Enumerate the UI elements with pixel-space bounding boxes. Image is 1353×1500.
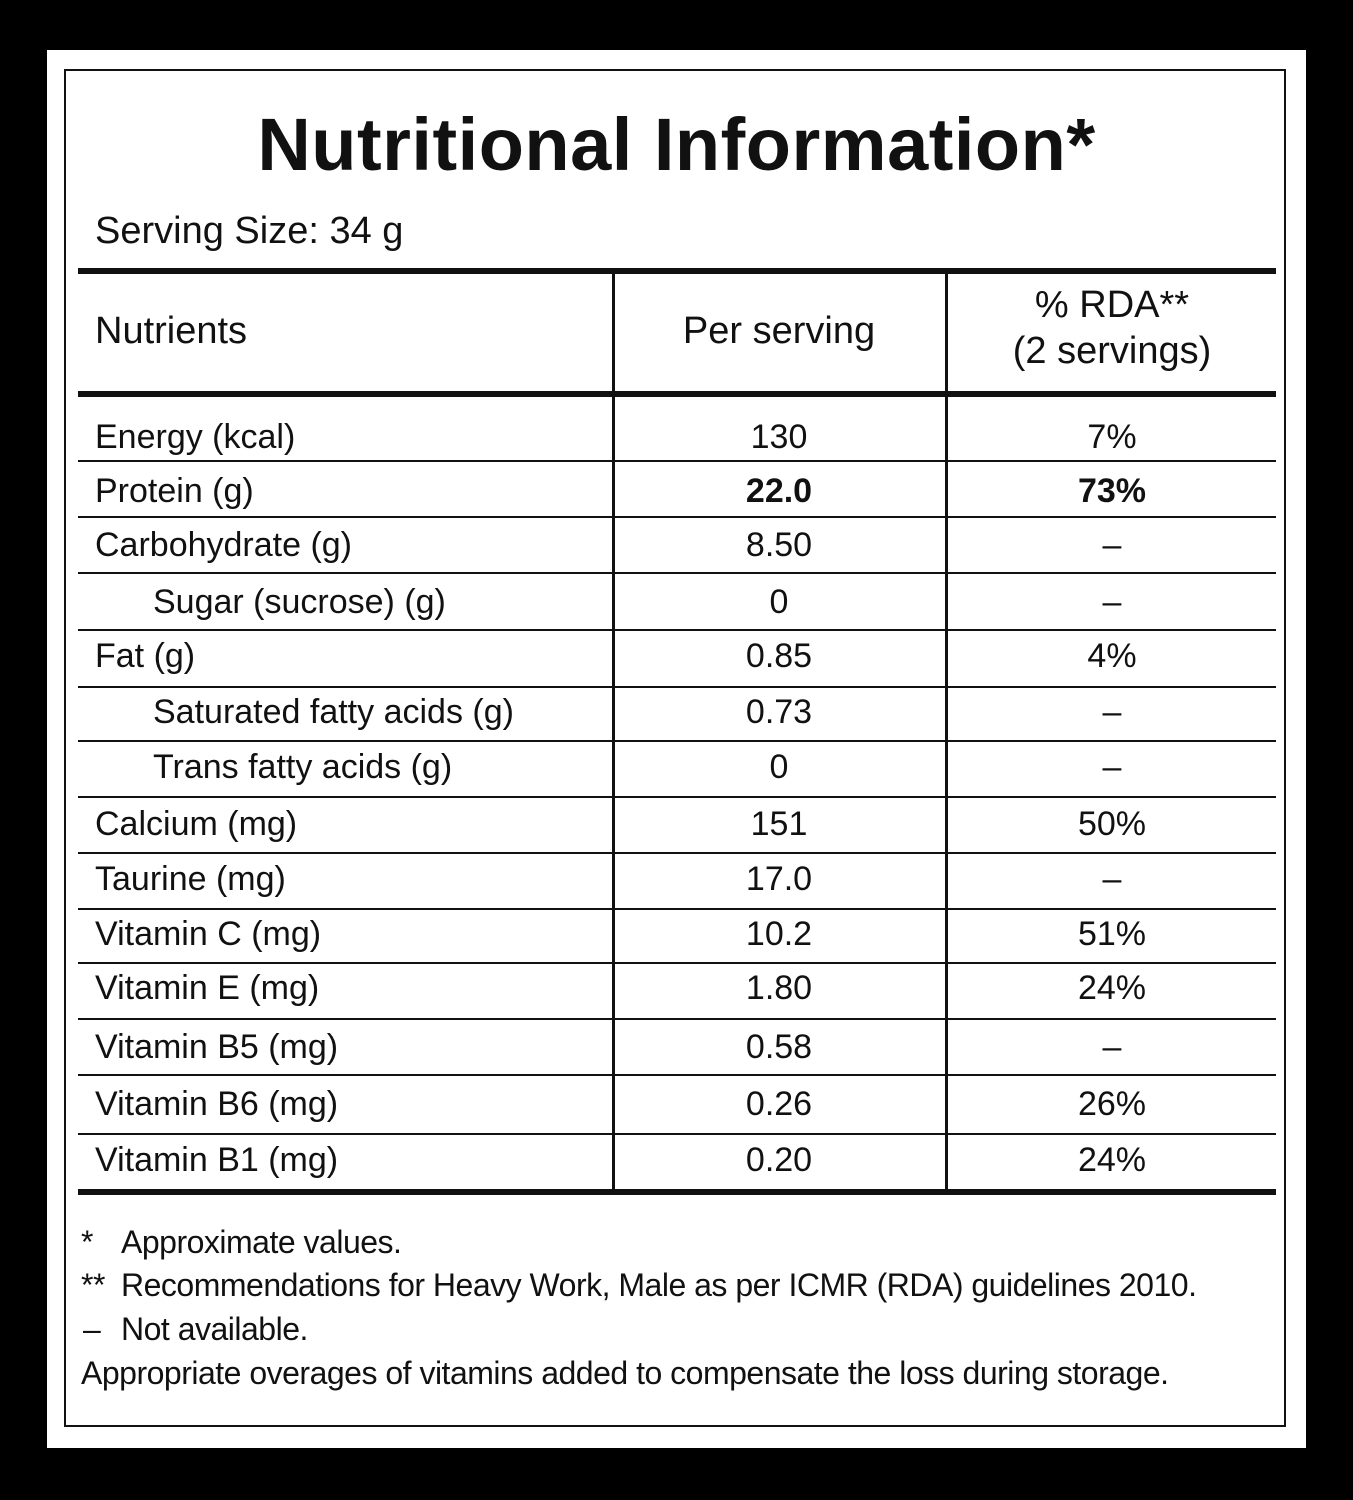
per-serving-value: 0.73 <box>745 693 813 731</box>
row-separator <box>78 1074 1276 1076</box>
footnote-mark: – <box>83 1311 101 1347</box>
nutrient-name: Vitamin B5 (mg) <box>95 1028 339 1066</box>
nutrient-name: Taurine (mg) <box>95 860 286 898</box>
row-separator <box>78 1018 1276 1020</box>
rda-value: 4% <box>1087 637 1137 675</box>
nutrient-name: Energy (kcal) <box>95 418 296 456</box>
footnote-recommendations: Recommendations for Heavy Work, Male as per ICMR (RDA) guidelines 2010. <box>121 1267 1197 1303</box>
per-serving-value: 0.20 <box>745 1141 813 1179</box>
row-separator <box>78 629 1276 631</box>
per-serving-value: 151 <box>750 805 808 843</box>
row-separator <box>78 962 1276 964</box>
rda-value: 24% <box>1077 969 1147 1007</box>
row-separator <box>78 460 1276 462</box>
row-separator <box>78 686 1276 688</box>
per-serving-value: 0 <box>769 583 789 621</box>
nutrient-name: Vitamin B6 (mg) <box>95 1085 339 1123</box>
header-bottom-rule <box>78 391 1276 397</box>
label-title: Nutritional Information* <box>257 103 1096 186</box>
nutrient-name: Vitamin C (mg) <box>95 915 322 953</box>
rda-value: 24% <box>1077 1141 1147 1179</box>
rda-value: 7% <box>1087 418 1137 456</box>
header-top-rule <box>78 268 1276 274</box>
per-serving-value: 1.80 <box>745 969 813 1007</box>
per-serving-value: 17.0 <box>745 860 813 898</box>
per-serving-value: 0.26 <box>745 1085 813 1123</box>
rda-value: 26% <box>1077 1085 1147 1123</box>
per-serving-value: 0.85 <box>745 637 813 675</box>
row-separator <box>78 572 1276 574</box>
rda-value: 50% <box>1077 805 1147 843</box>
nutrient-name: Carbohydrate (g) <box>95 526 353 564</box>
header-rda-line1: % RDA** <box>1034 284 1190 326</box>
per-serving-value: 10.2 <box>745 915 813 953</box>
nutrition-label <box>47 50 1306 1448</box>
rda-value: 73% <box>1077 472 1147 510</box>
row-separator <box>78 740 1276 742</box>
rda-value: – <box>1102 860 1122 898</box>
row-separator <box>78 852 1276 854</box>
serving-size: Serving Size: 34 g <box>95 210 404 252</box>
nutrient-name: Saturated fatty acids (g) <box>153 693 514 731</box>
header-rda-line2: (2 servings) <box>1012 329 1212 372</box>
footnote-mark: ** <box>81 1267 105 1303</box>
table-bottom-rule <box>78 1189 1276 1195</box>
rda-value: – <box>1102 583 1122 621</box>
per-serving-value: 8.50 <box>745 526 813 564</box>
row-separator <box>78 796 1276 798</box>
header-rda <box>947 283 1277 374</box>
per-serving-value: 0 <box>769 748 789 786</box>
rda-value: – <box>1102 526 1122 564</box>
per-serving-value: 22.0 <box>745 472 813 510</box>
footnote-approximate: Approximate values. <box>121 1224 402 1260</box>
nutrient-name: Fat (g) <box>95 637 196 675</box>
rda-value: – <box>1102 748 1122 786</box>
row-separator <box>78 908 1276 910</box>
footnote-not-available: Not available. <box>121 1311 308 1347</box>
nutrient-name: Vitamin B1 (mg) <box>95 1141 339 1179</box>
nutrient-name: Calcium (mg) <box>95 805 298 843</box>
per-serving-value: 130 <box>750 418 808 456</box>
row-separator <box>78 1133 1276 1135</box>
nutrient-name: Vitamin E (mg) <box>95 969 320 1007</box>
rda-value: 51% <box>1077 915 1147 953</box>
nutrient-name: Protein (g) <box>95 472 254 510</box>
nutrient-name: Trans fatty acids (g) <box>153 748 453 786</box>
row-separator <box>78 516 1276 518</box>
rda-value: – <box>1102 1028 1122 1066</box>
footnote-overages: Appropriate overages of vitamins added to compensate the loss during storage. <box>81 1355 1169 1391</box>
nutrient-name: Sugar (sucrose) (g) <box>153 583 446 621</box>
header-nutrients: Nutrients <box>95 310 248 352</box>
header-per-serving: Per serving <box>682 310 876 352</box>
footnote-mark: * <box>81 1224 93 1260</box>
rda-value: – <box>1102 693 1122 731</box>
per-serving-value: 0.58 <box>745 1028 813 1066</box>
